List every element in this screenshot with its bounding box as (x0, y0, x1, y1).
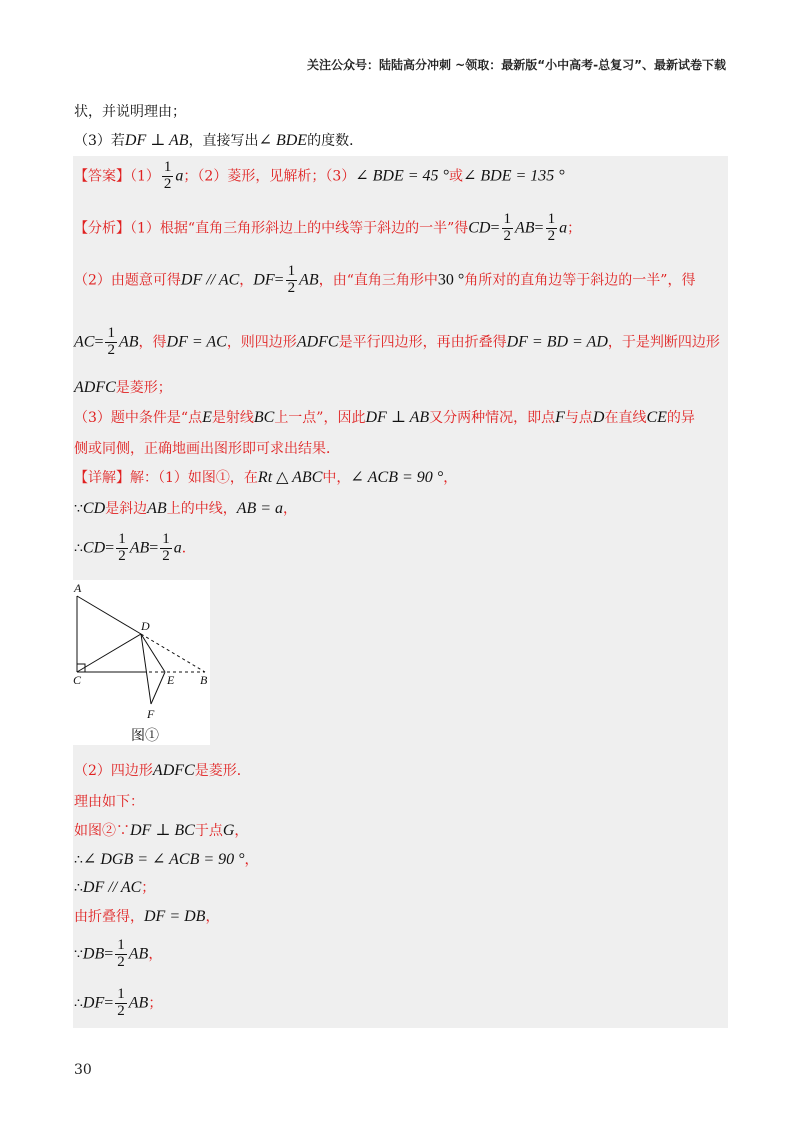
fraction (162, 160, 174, 193)
frac-den: 2 (117, 953, 125, 970)
text: 如图②∵ (74, 823, 130, 839)
frac-num: 1 (503, 211, 511, 227)
answer-eq1: ∠ BDE = 45 ° (355, 167, 449, 185)
var-adfc: ADFC (152, 762, 195, 779)
text: 是斜边 (105, 501, 148, 517)
figure-caption: 图① (131, 728, 159, 744)
frac-num: 1 (162, 531, 170, 547)
var-ab: AB (128, 945, 149, 963)
text: 是菱形． (194, 763, 251, 779)
label-b: B (200, 673, 208, 687)
punct: ． (181, 540, 196, 557)
text: 在直线 (604, 410, 647, 426)
punct: ， (205, 909, 220, 925)
answer-line (74, 160, 565, 193)
var-g: G (222, 822, 235, 839)
label-c: C (73, 673, 82, 687)
var-df: DF (82, 994, 105, 1012)
punct: ， (234, 823, 249, 839)
frac-den: 2 (163, 175, 172, 192)
q3-angle: ∠ BDE (258, 132, 308, 149)
page-number: 30 (74, 1062, 92, 1078)
math-angle: ∠ ACB = 90 ° (350, 469, 444, 486)
var-a: a (559, 219, 568, 237)
frac-num: 1 (118, 531, 126, 547)
frac-den: 2 (118, 547, 126, 564)
var-a: a (173, 539, 182, 557)
part2-line-7: ∵DB= $\frac{1}{2}$ AB， (74, 937, 163, 970)
math-eq: DF = DB (144, 908, 206, 925)
analysis-tag: 【分析】 (74, 220, 130, 237)
frac-num: 1 (107, 325, 115, 341)
math-eq: AB = a (236, 500, 284, 517)
q3-suffix: 的度数． (307, 133, 364, 149)
var-db: DB (82, 945, 105, 963)
var-cd: CD (468, 219, 491, 237)
frac-num: 1 (117, 986, 125, 1002)
text: 中， (322, 470, 351, 486)
var-ab: AB (147, 500, 167, 517)
answer-part1: （1） (130, 168, 160, 185)
var-ab: AB (515, 219, 535, 237)
var-cd: CD (82, 500, 106, 517)
segment-df (141, 634, 151, 704)
var-adfc: ADFC (296, 333, 339, 351)
label-e: E (167, 673, 175, 687)
text: 于点 (194, 823, 223, 839)
question-3 (74, 130, 363, 150)
q3-mid: ，直接写出 (188, 133, 259, 149)
punct: ； (141, 880, 156, 896)
page-header: 关注公众号：陆陆高分冲刺 ~领取：最新版“小中高考-总复习”、最新试卷下载 (307, 58, 726, 72)
part2-line-8: ∴DF= $\frac{1}{2}$ AB； (74, 986, 163, 1019)
fraction (115, 987, 127, 1020)
q3-prefix: （3）若 (74, 133, 125, 149)
var-ce: CE (646, 409, 667, 426)
label-d: D (141, 619, 150, 633)
frac-num: 1 (287, 263, 296, 279)
text: 是菱形； (115, 380, 172, 396)
text: （2）四边形 (74, 763, 153, 779)
therefore-symbol: ∴ (74, 880, 83, 896)
answer-or: 或 (448, 168, 463, 185)
segment-de (141, 634, 165, 672)
math-eq: DF = AC (166, 333, 227, 351)
text: （2）由题意可得 (74, 272, 181, 289)
frac-num: 1 (163, 159, 172, 175)
text: 由折叠得， (74, 909, 144, 925)
frac-den: 2 (547, 227, 556, 244)
punct: ， (443, 470, 458, 486)
part2-line-4 (74, 849, 259, 869)
segment-dc (77, 634, 141, 672)
answer-tag: 【答案】 (74, 168, 130, 185)
part2-line-6 (74, 906, 219, 926)
text: 是射线 (211, 410, 254, 426)
analysis-line-1: 【分析】（1）根据“直角三角形斜边上的中线等于斜边的一半”得CD= $\frac{1}{2}$ AB= $\frac{1}{2}$ a； (74, 211, 582, 244)
part2-line-1 (74, 760, 251, 780)
var-a: a (175, 167, 184, 185)
text: 又分两种情况，即点 (429, 410, 556, 426)
answer-sep: ；（2）菱形，见解析；（3） (183, 168, 356, 185)
math-df-parallel-ac: DF // AC (180, 271, 240, 289)
segment-ef (151, 672, 165, 704)
punct: ； (567, 220, 582, 237)
text: 的异 (666, 410, 695, 426)
var-adfc: ADFC (74, 379, 116, 396)
fraction (115, 938, 127, 971)
detail-tag: 【详解】 (74, 470, 130, 486)
part2-line-5 (74, 877, 155, 897)
geometry-figure-svg (73, 580, 210, 745)
answer-eq2: ∠ BDE = 135 ° (462, 167, 565, 185)
text: （3）题中条件是“点 (74, 410, 203, 426)
detail-line-1 (74, 467, 457, 487)
var-ab: AB (299, 271, 319, 289)
punct: ； (148, 995, 163, 1012)
text: ，由“直角三角形中 (318, 272, 438, 289)
frac-den: 2 (287, 279, 296, 296)
segment-ad (77, 596, 141, 634)
punct: ， (148, 946, 163, 963)
text: 上一点”，因此 (274, 410, 366, 426)
segment-db (141, 634, 205, 672)
var-d: D (592, 409, 605, 426)
analysis-line-2: （2）由题意可得DF // AC，DF= $\frac{1}{2}$ AB，由“直角三角形中30 °角所对的直角边等于斜边的一半”，得 (74, 263, 696, 296)
fraction (286, 264, 298, 297)
text: 上的中线， (166, 501, 237, 517)
therefore-symbol: ∴ (74, 995, 83, 1012)
frac-den: 2 (503, 227, 511, 244)
fraction (160, 532, 172, 565)
q3-relation: DF ⊥ AB (124, 132, 189, 149)
punct: ， (239, 272, 254, 289)
analysis-line-3: AC= $\frac{1}{2}$ AB，得DF = AC，则四边形ADFC是平行四边形，再由折叠得DF = BD = AD，于是判断四边形 (74, 325, 720, 358)
var-df: DF (253, 271, 275, 289)
analysis-line-6: 侧或同侧，正确地画出图形即可求出结果． (74, 441, 340, 457)
punct: ， (283, 501, 298, 517)
label-a: A (74, 581, 82, 595)
text: 解：（1）如图①，在 (130, 470, 258, 486)
var-e: E (202, 409, 212, 426)
var-ab: AB (128, 994, 149, 1012)
math-rt-triangle: Rt △ ABC (257, 469, 323, 486)
math-eq: DF // AC (82, 879, 142, 896)
math-eq: DF = BD = AD (506, 333, 608, 351)
therefore-symbol: ∴ (74, 540, 83, 557)
text: ，于是判断四边形 (607, 334, 720, 351)
fraction (546, 212, 558, 245)
text: ，则四边形 (226, 334, 297, 351)
geometry-figure (73, 580, 210, 745)
fraction (502, 212, 514, 245)
therefore-symbol: ∴ (74, 852, 83, 868)
fraction (105, 326, 117, 359)
text: 与点 (564, 410, 593, 426)
text: 角所对的直角边等于斜边的一半”，得 (464, 272, 696, 289)
var-f: F (555, 409, 565, 426)
frac-den: 2 (117, 1002, 125, 1019)
question-line-a: 状，并说明理由； (74, 104, 186, 120)
because-symbol: ∵ (74, 501, 83, 517)
math-rel: DF ⊥ BC (130, 822, 195, 839)
var-ab: AB (129, 539, 150, 557)
var-ab: AB (118, 333, 139, 351)
math-rel: DF ⊥ AB (365, 409, 430, 426)
angle-30: 30 ° (437, 271, 465, 289)
because-symbol: ∵ (74, 946, 83, 963)
frac-den: 2 (107, 341, 115, 358)
detail-line-2 (74, 498, 297, 518)
frac-den: 2 (162, 547, 170, 564)
var-cd: CD (82, 539, 106, 557)
punct: ， (244, 852, 259, 868)
var-bc: BC (253, 409, 275, 426)
analysis-line-5 (74, 407, 695, 427)
analysis-text: （1）根据“直角三角形斜边上的中线等于斜边的一半”得 (130, 220, 469, 237)
text: 是平行四边形，再由折叠得 (338, 334, 507, 351)
analysis-line-4 (74, 377, 172, 397)
label-f: F (147, 707, 155, 721)
math-eq: ∠ DGB = ∠ ACB = 90 ° (82, 851, 245, 868)
var-ac: AC (74, 333, 95, 351)
frac-num: 1 (117, 937, 125, 953)
part2-line-3 (74, 820, 248, 840)
detail-line-3: ∴CD= $\frac{1}{2}$ AB= $\frac{1}{2}$ a． (74, 531, 196, 564)
frac-num: 1 (547, 211, 556, 227)
part2-line-2: 理由如下： (74, 794, 144, 810)
text: ，得 (138, 334, 167, 351)
fraction (116, 532, 128, 565)
